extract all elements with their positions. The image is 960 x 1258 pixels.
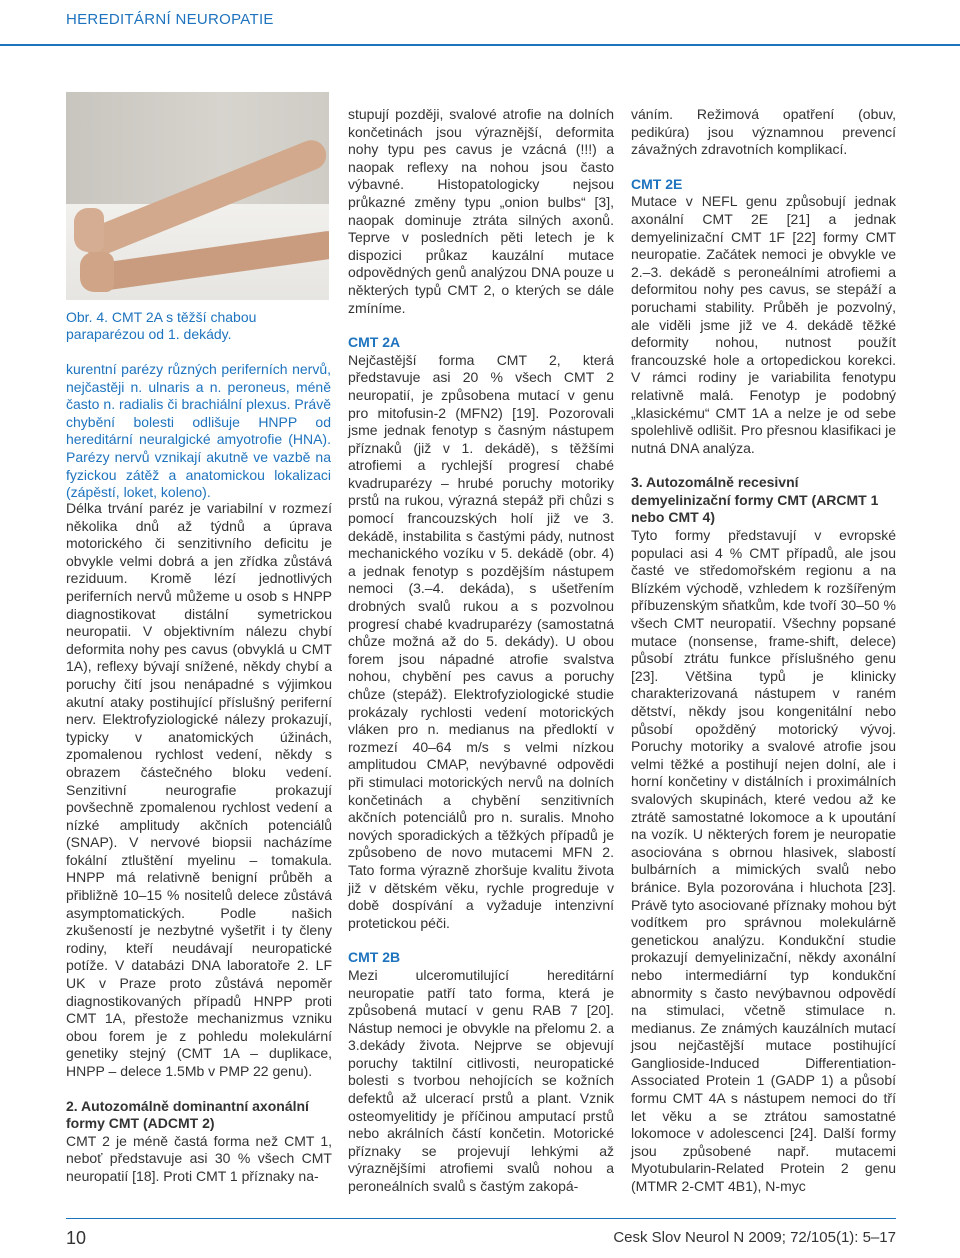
column-2-paragraph: stupují později, svalové atrofie na dolních končetinách jsou výraznější, deformita nohy typu pes cavus je vzácná (!!!) a naopak reflexy na nohou jsou často výbavné. Histopatologicky nejsou průkazné změny typu „onion bulbs“ [3], naopak dominuje ztráta silných axonů. Teprve v posledních pěti letech je k dispozici průkaz kauzální mutace odpovědných genů analýzou DNA pouze u některých typů CMT 2, o kterých se dále zmíníme.	[348, 106, 614, 316]
running-title: HEREDITÁRNÍ NEUROPATIE	[66, 11, 274, 28]
cmt2a-heading: CMT 2A	[348, 334, 401, 351]
column-2	[348, 106, 614, 1196]
column-3	[631, 106, 896, 1196]
section-2-heading: 2. Autozomálně dominantní axonální formy CMT (ADCMT 2)	[66, 1097, 309, 1132]
section-2-text: CMT 2 je méně častá forma než CMT 1, neboť představuje asi 30 % všech CMT neuropatií [18]. Proti CMT 1 příznaky na-	[66, 1132, 332, 1184]
cmt2b-heading: CMT 2B	[348, 949, 401, 966]
cmt2b-text: Mezi ulceromutilující hereditární neuropatie patří tato forma, která je způsobená mutací v genu RAB 7 [20]. Nástup nemoci je obvykle na přelomu 2. a 3.dekády života. Nejprve se objevují poruchy taktilní citlivosti, neuropatické bolesti s tvorbou nehojících se kožních defektů až ulcerací prstů a plant. Vznik osteomyelitidy je příčinou amputací prstů nebo akrálních částí končetin. Motorické příznaky se projevují lehkými až výraznějšími atrofiemi svalů nohou a peroneálních svalů s častým zakopá-	[348, 966, 614, 1195]
page-header	[0, 0, 960, 46]
cmt2e-heading: CMT 2E	[631, 175, 683, 192]
column-1	[66, 500, 332, 1186]
cmt2e-text: Mutace v NEFL genu způsobují jednak axonální CMT 2E [21] a jednak demyelinizační CMT 1F [22] formy CMT neuropatie. Začátek nemoci je obvykle ve 2.–3. dekádě s peroneálními atrofiemi a deformitou nohy pes cavus, se stepáží a poruchami stability. Průběh je pozvolný, ale viděli jsme již ve 4. dekádě těžké deformity nohou, nutnost použít francouzské hole a ortopedickou korekci. V rámci rodiny je variabilita fenotypu relativně malá. Fenotyp je podobný „klasickému“ CMT 1A a nelze je od sebe spolehlivě odlišit. Pro přesnou klasifikaci je nutná DNA analýza.	[631, 193, 896, 456]
column-1-intro-text: kurentní parézy různých periferních nervů, nejčastěji n. ulnaris a n. peroneus, méně často n. radialis či brachiální plexus. Právě chybění bolesti odlišuje HNPP od hereditární neuralgické amyotrofie (HNA). Parézy nervů vznikají akutně ve vazbě na fyzickou zátěž a anatomickou lokalizaci (zápěstí, loket, koleno).	[66, 361, 331, 501]
figure-caption: Obr. 4. CMT 2A s těžší chabou paraparézou od 1. dekády.	[66, 309, 257, 342]
column-3-paragraph: váním. Režimová opatření (obuv, pedikúra) jsou významnou prevencí závažných zdravotních komplikací.	[631, 106, 896, 158]
journal-citation: Cesk Slov Neurol N 2009; 72/105(1): 5–17	[613, 1229, 896, 1246]
cmt2a-text: Nejčastější forma CMT 2, která představuje asi 20 % všech CMT 2 neuropatií, je způsobena mutací v genu pro mitofusin-2 (MFN2) [19]. Pozorovali jsme jednak fenotyp s časným nástupem příznaků (již v 1. dekádě), s těžšími atrofiemi a rychlejší progresí chabé kvadruparézy – hrubé poruchy motoriky prstů na rukou, výrazná stepáž při chůzi s pomocí francouzských holí již ve 3. dekádě, instabilita s častými pády, nutnost mechanického vozíku v 5. dekádě (obr. 4) a jednak fenotyp s pozdějším nástupem nemoci (3.–4. dekáda), s ušetřením drobných svalů rukou a s pozvolnou progresí chabé kvadruparézy (samostatná chůze možná až do 5. dekády). U obou forem jsou nápadné atrofie svalstva nohou, chybění pes cavus a poruchy chůze (stepáž). Elektrofyziologické studie prokázaly rychlosti vedení motorických vláken pro n. medianus na předloktí v rozmezí 40–64 m/s s velmi nízkou amplitudou CMAP, nevýbavné odpovědi při stimulaci motorických nervů na dolních končetinách a chybění senzitivních akčních potenciálů pro n. suralis. Mnoho nových sporadických a těžkých případů je způsobeno de novo mutacemi MFN 2. Tato forma výrazně zhoršuje kvalitu života již v dětském věku, rychle progreduje v době dospívání a vyžaduje intenzivní protetickou péči.	[348, 351, 614, 931]
column-1-intro	[66, 361, 331, 502]
section-3-text: Tyto formy představují v evropské populaci asi 4 % CMT případů, ale jsou časté ve středomořském regionu a na Blízkém východě, vzhledem k rozšířeným příbuzenským sňatkům, kde tvoří 30–50 % všech CMT neuropatií. Všechny popsané mutace (nonsense, frame-shift, delece) působí ztrátu funkce příslušného genu [23]. Většina typů je klinicky charakterizovaná nástupem v raném dětství, někdy jsou kongenitální nebo působí opožděný motorický vývoj. Poruchy motoriky a svalové atrofie jsou velmi těžké a postihují nejen dolní, ale i horní končetiny v distálních i proximálních svalových skupinách, které vedou až ke ztrátě samostatné lokomoce a k upoutání na vozík. U některých forem je neuropatie asociována s obrnou hlasivek, slabostí bulbárních a mimických svalů nebo bránice. Byla pozorována i hluchota [23]. Právě tyto asociované příznaky mohou být vodítkem pro správnou molekulárně genetickou analýzu. Kondukční studie prokazují demyelinizační, někdy axonální nebo intermediární typ kondukční abnormity s často nevýbavnou odpovědí na stimulaci, včetně stimulace n. medianus. Ze známých kauzálních mutací jsou nejčastější mutace postihující Ganglioside-Induced Differentiation-Associated Protein 1 (GADP 1) a působí formu CMT 4A s nástupem nemoci do tří let věku a se ztrátou samostatné lokomoce v adolescenci [24]. Další formy jsou způsobené např. mutacemi Myotubularin-Related Protein 2 genu (MTMR 2-CMT 4B1), N-myc	[631, 527, 896, 1195]
page-number: 10	[66, 1228, 87, 1248]
footer-rule	[66, 1218, 896, 1219]
column-1-body: Délka trvání paréz je variabilní v rozmezí několika dnů až týdnů a úprava motorického či senzitivního deficitu je obvykle velmi dobrá a jen zřídka zůstává reziduum. Kromě lézí jednotlivých periferních nervů můžeme u osob s HNPP diagnostikovat distální symetrickou neuropatii. V objektivním nálezu chybí deformita nohy pes cavus (obvyklá u CMT 1A), reflexy bývají snížené, někdy chybí a poruchy čití jsou nenápadné s výjimkou akutní ataky postihující příslušný periferní nerv. Elektrofyziologické nálezy prokazují, typicky v anatomických úžinách, zpomalenou rychlost vedení, někdy s obrazem částečného bloku vedení. Senzitivní neurografie prokazují povšechně zpomalenou rychlost vedení a nízké amplitudy akčních potenciálů (SNAP). V nervové biopsii nacházíme fokální ztluštění myelinu – tomakula. HNPP má relativně benigní průběh a přibližně 10–15 % nositelů delece zůstává asymptomatických. Podle našich zkušeností je nezbytné vyšetřit i ty členy rodiny, kteří neudávají neuropatické potíže. V databázi DNA laboratoře 2. LF UK v Praze proto zůstává nepoměr diagnostikovaných případů HNPP proti CMT 1A, přestože mechanizmus vzniku obou forem je z pohledu molekulární genetiky stejný (CMT 1A – duplikace, HNPP – delece 1.5Mb v PMP 22 genu).	[66, 500, 332, 1079]
figure-photo	[66, 92, 329, 300]
section-3-heading: 3. Autozomálně recesivní demyelinizační formy CMT (ARCMT 1 nebo CMT 4)	[631, 474, 879, 526]
